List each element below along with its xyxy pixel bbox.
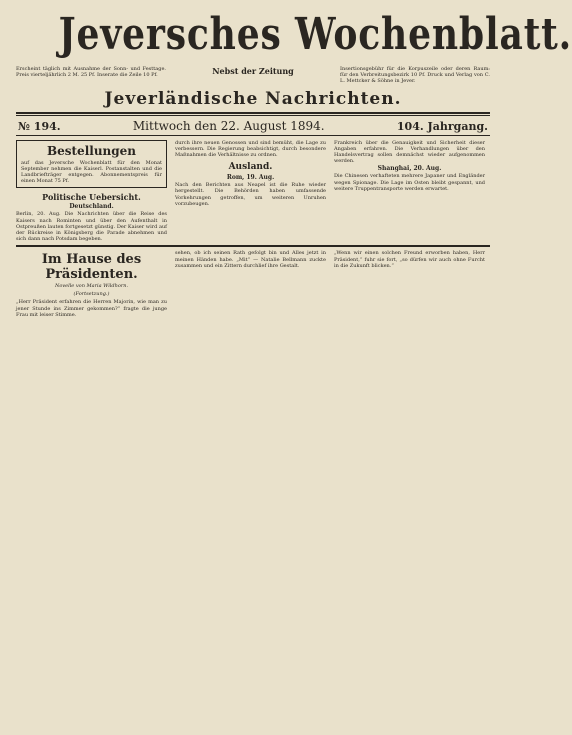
column-1 [16, 140, 167, 243]
subhead-row [16, 66, 490, 85]
masthead-title: Jeversches Wochenblatt. [58, 9, 572, 60]
section-germany: Deutschland. [69, 203, 114, 211]
article-columns [16, 140, 490, 243]
issue-number: № 194. [18, 119, 61, 133]
feuilleton-col-1 [16, 250, 167, 318]
feuilleton-rule [16, 245, 490, 247]
subhead-right: Insertionsgebühr für die Korpuszeile oder deren Raum: für den Verbreitungsbezirk 10 Pf. Druck und Verlag von C. L. Mettcker & Söhne in Jever. [340, 66, 490, 85]
column-1-text: Berlin, 20. Aug. Die Nachrichten über die Reise des Kaisers nach Rominten und über den Aufenthalt in Ostpreußen lauten fortgesetzt günstig. Der Kaiser wird auf der Rückreise in Königsberg die Parade abnehmen und sich dann nach Potsdam begeben. [16, 211, 167, 243]
subtitle: Jeverländische Nachrichten. [104, 88, 402, 109]
subhead-left: Erscheint täglich mit Ausnahme der Sonn- und Festtage. Preis vierteljährlich 2 M. 25 Pf. Inserate die Zeile 10 Pf. [16, 66, 166, 79]
dateline [16, 116, 490, 135]
subscription-text: auf das Jeversche Wochenblatt für den Monat September nehmen die Kaiserl. Postanstalten und die Landbriefträger entgegen. Abonnementspreis für einen Monat 75 Pf. [21, 159, 162, 185]
subscription-title: Bestellungen [46, 143, 137, 158]
feuilleton-byline: Novelle von Maria Wildhorn. [54, 283, 129, 290]
column-3-text-2: Die Chinesen verhafteten mehrere Japaner und Engländer wegen Spionage. Die Lage im Osten bleibt gespannt, und weitere Truppentransporte werden erwartet. [334, 173, 485, 192]
column-2-text-2: Nach den Berichten aus Neapel ist die Ruhe wieder hergestellt. Die Behörden haben umfassende Vorkehrungen getroffen, um weiteren Unruhen vorzubeugen. [175, 182, 326, 207]
column-2-text: durch ihre neuen Genossen und sind bemüht, die Lage zu verbessern. Die Regierung beabsichtigt, durch besondere Maßnahmen die Verhältnisse zu ordnen. [175, 139, 326, 159]
issue-date: Mittwoch den 22. August 1894. [132, 118, 325, 133]
column-2 [175, 140, 326, 243]
volume: 104. Jahrgang. [396, 119, 488, 133]
abroad-heading: Ausland. [228, 162, 273, 173]
subscription-box [16, 140, 167, 189]
section-shanghai: Shanghai, 20. Aug. [377, 165, 442, 173]
feuilleton-col-2-text: sehen, ob ich seinen Rath gefolgt bin und Alles jetzt in meinen Händen habe. „Mit“ — Natalie Bellmann zuckte zusammen und ein Zittern durchlief ihre Gestalt. [175, 250, 326, 269]
political-overview-heading: Politische Uebersicht. [42, 192, 141, 203]
feuilleton-col-3 [334, 250, 485, 318]
feuilleton-col-2 [175, 250, 326, 318]
feuilleton [16, 250, 490, 318]
dateline-rule [16, 135, 490, 136]
column-3-text: Frankreich über die Genauigkeit und Sicherheit dieser Angaben erfahren. Die Verhandlungen über den Handelsvertrag sollen demnächst wieder aufgenommen werden. [334, 139, 485, 165]
section-rome: Rom, 19. Aug. [226, 174, 275, 182]
column-3 [334, 140, 485, 243]
feuilleton-title: Im Hause des Präsidenten. [41, 252, 142, 283]
feuilleton-col-3-text: „Wenn wir einen solchen Freund erworben haben, Herr Präsident,“ fuhr sie fort, „so dürfen wir auch ohne Furcht in die Zukunft blicken.“ [334, 250, 485, 269]
feuilleton-col-1-text: „Herr Präsident erfahren die Herren Majorin, wie man zu jener Stunde ins Zimmer gekommen?“ fragte die junge Frau mit leiser Stimme. [16, 299, 167, 318]
feuilleton-continued: (Fortsetzung.) [73, 291, 110, 298]
subhead-center: Nebst der Zeitung [212, 66, 294, 76]
